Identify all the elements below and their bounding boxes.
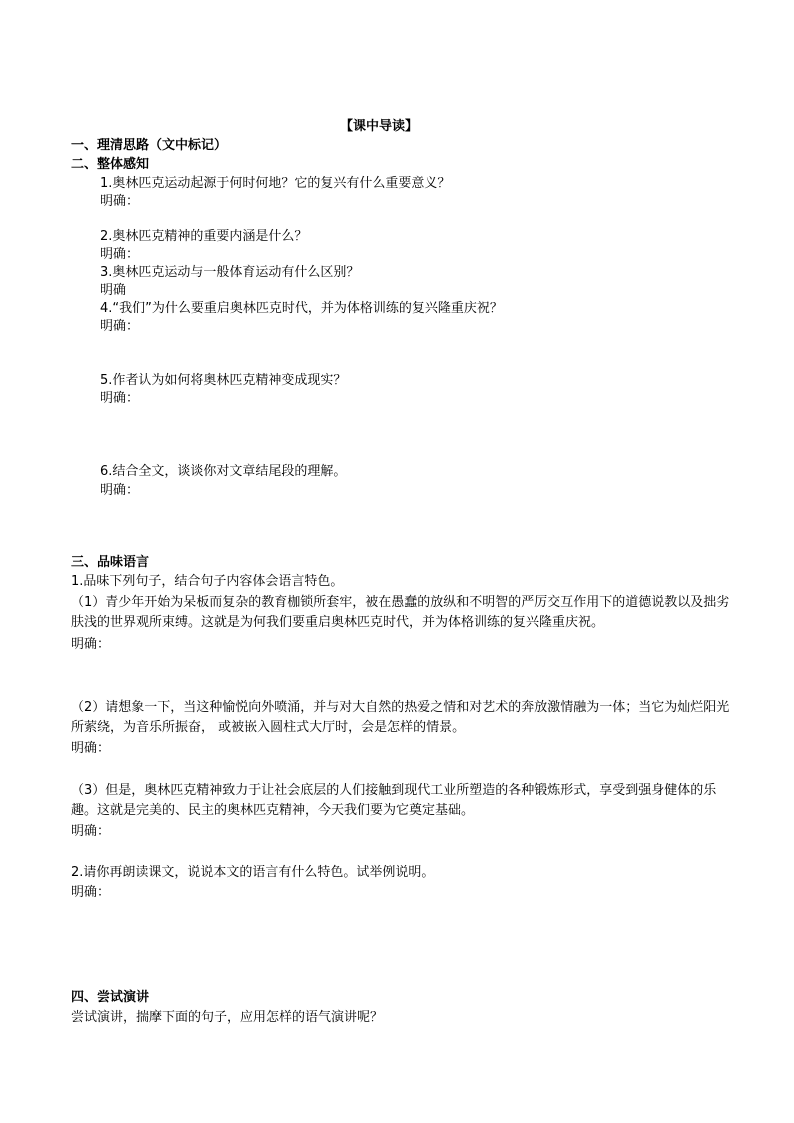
- section-heading-3: 三、品味语言: [71, 555, 150, 570]
- answer-label-6: 明确：: [100, 483, 140, 498]
- answer-label-3: 明确: [100, 283, 127, 298]
- sentence-1: （1）青少年开始为呆板而复杂的教育枷锁所套牢，被在愚蠢的放纵和不明智的严厉交互作用下的道德说教以及拙劣肤浅的世界观所束缚。这就是为何我们要重启奥林匹克时代，并为体格训练的复兴隆重庆祝。: [71, 595, 730, 630]
- speech-intro: 尝试演讲，揣摩下面的句子，应用怎样的语气演讲呢？: [71, 1010, 384, 1025]
- answer-label-4: 明确：: [100, 319, 140, 334]
- question-2: 2.奥林匹克精神的重要内涵是什么？: [100, 229, 308, 244]
- sentence-3-answer: 明确：: [71, 824, 111, 839]
- section-heading-1: 一、理清思路（文中标记）: [71, 138, 228, 153]
- question-1: 1.奥林匹克运动起源于何时何地？它的复兴有什么重要意义？: [100, 176, 451, 191]
- sentence-2: （2）请想象一下，当这种愉悦向外喷涌，并与对大自然的热爱之情和对艺术的奔放激情融为一体；当它为灿烂阳光所萦绕，为音乐所振奋， 或被嵌入圆柱式大厅时，会是怎样的情景。: [71, 700, 730, 735]
- page-title: 【课中导读】: [340, 119, 419, 134]
- language-question-2: 2.请你再朗读课文，说说本文的语言有什么特色。试举例说明。: [71, 865, 435, 880]
- sentence-2-answer: 明确：: [71, 741, 111, 756]
- question-6: 6.结合全文，谈谈你对文章结尾段的理解。: [100, 464, 347, 479]
- question-5: 5.作者认为如何将奥林匹克精神变成现实？: [100, 373, 347, 388]
- answer-label-1: 明确：: [100, 194, 140, 209]
- language-intro: 1.品味下列句子，结合句子内容体会语言特色。: [71, 574, 344, 589]
- question-3: 3.奥林匹克运动与一般体育运动有什么区别？: [100, 265, 360, 280]
- language-question-2-answer: 明确：: [71, 885, 111, 900]
- section-heading-4: 四、尝试演讲: [71, 990, 150, 1005]
- section-heading-2: 二、整体感知: [71, 157, 150, 172]
- sentence-3: （3）但是，奥林匹克精神致力于让社会底层的人们接触到现代工业所塑造的各种锻炼形式，享受到强身健体的乐趣。这就是完美的、民主的奥林匹克精神，今天我们要为它奠定基础。: [71, 783, 717, 818]
- answer-label-2: 明确：: [100, 247, 140, 262]
- question-4: 4.“我们”为什么要重启奥林匹克时代，并为体格训练的复兴隆重庆祝？: [100, 301, 503, 316]
- answer-label-5: 明确：: [100, 391, 140, 406]
- sentence-1-answer: 明确：: [71, 637, 111, 652]
